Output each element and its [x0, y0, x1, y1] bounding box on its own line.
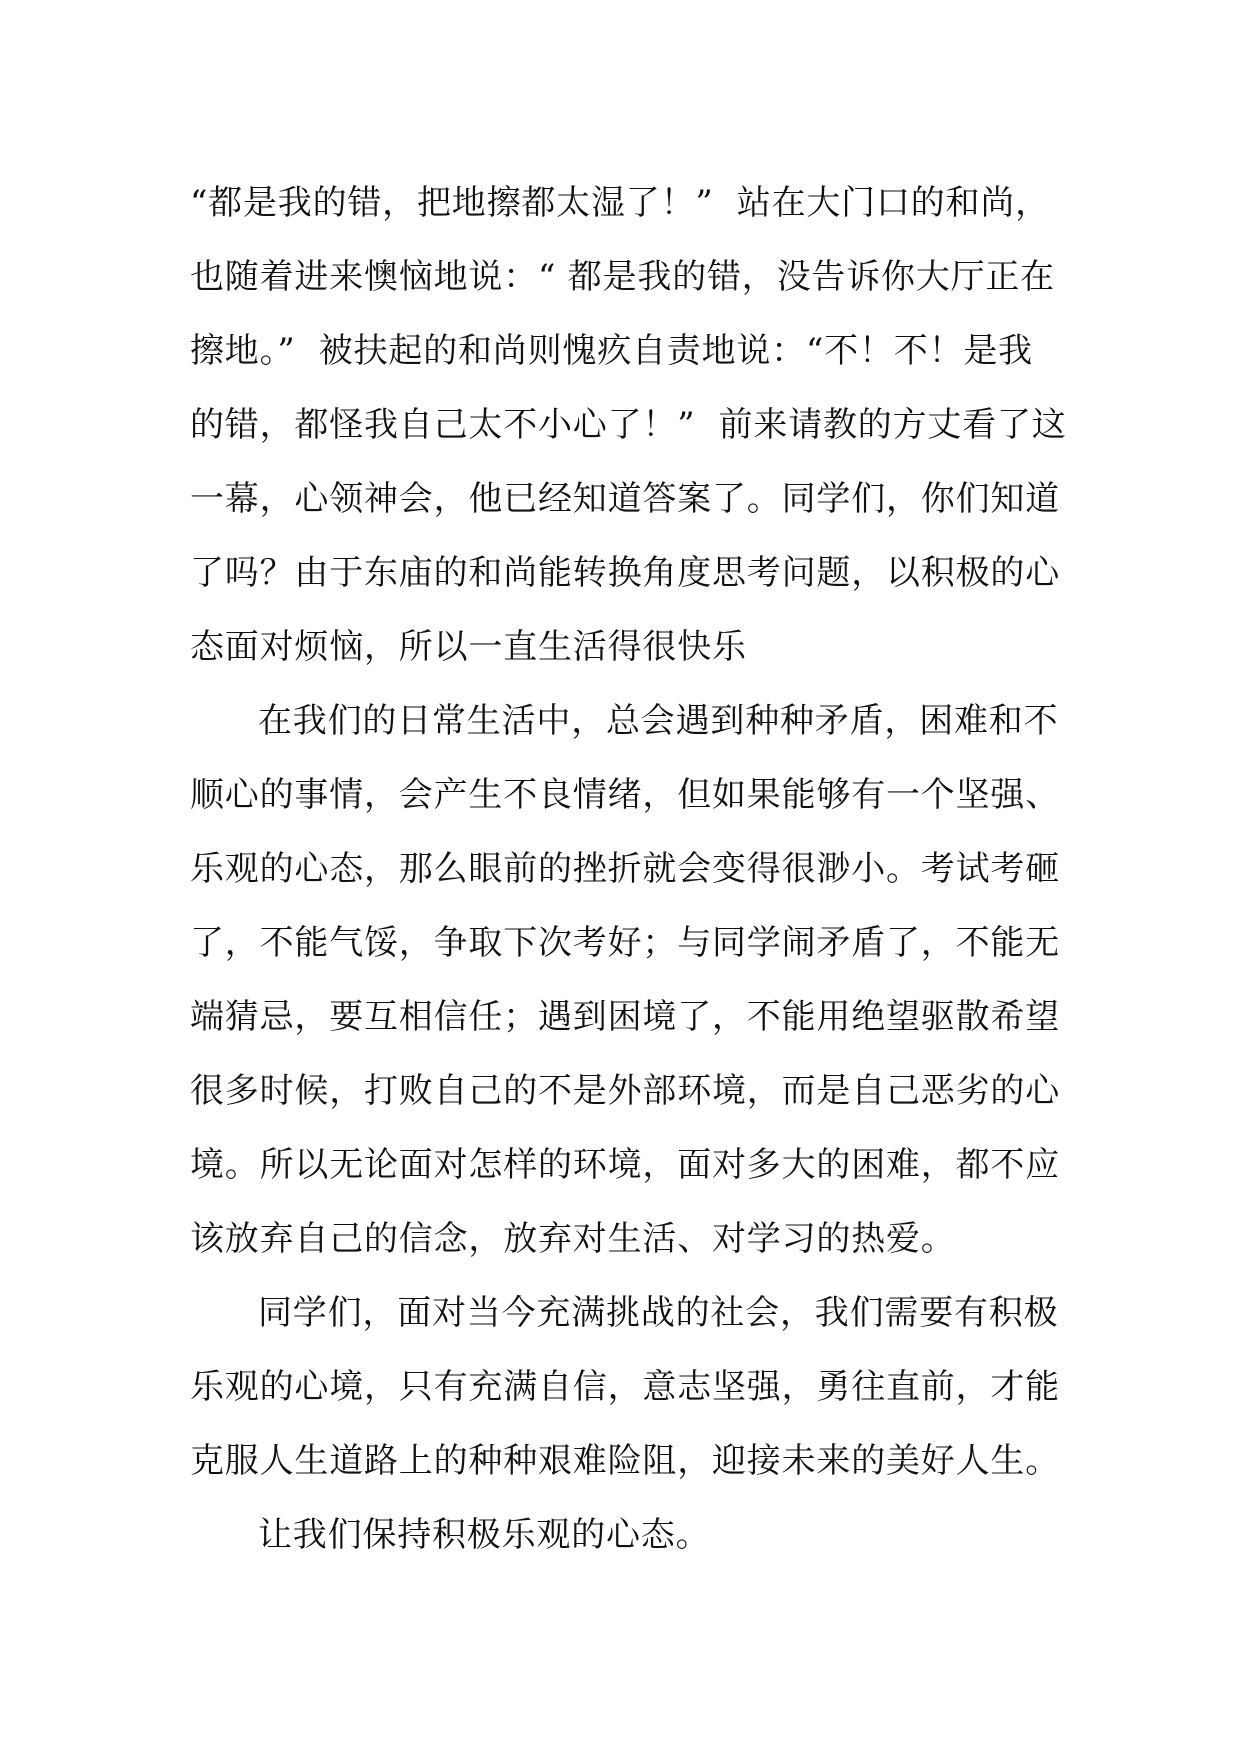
text-line: 了吗？由于东庙的和尚能转换角度思考问题，以积极的心	[190, 553, 1060, 593]
text-line: 乐观的心境，只有充满自信，意志坚强，勇往直前，才能	[190, 1367, 1060, 1407]
text-line: 擦地。” 被扶起的和尚则愧疚自责地说：“不！不！是我	[190, 331, 1033, 371]
text-line-first: 让我们保持积极乐观的心态。	[258, 1515, 711, 1555]
text-line: 的错，都怪我自己太不小心了！” 前来请教的方丈看了这	[190, 405, 1067, 445]
text-line: 克服人生道路上的种种艰难险阻，迎接未来的美好人生。	[190, 1441, 1060, 1481]
text-line: 态面对烦恼，所以一直生活得很快乐	[190, 627, 747, 667]
text-line: 顺心的事情，会产生不良情绪，但如果能够有一个坚强、	[190, 775, 1060, 815]
text-line: 一幕，心领神会，他已经知道答案了。同学们，你们知道	[190, 479, 1060, 519]
paragraph-3	[190, 1276, 1058, 1498]
text-line-first: 在我们的日常生活中，总会遇到种种矛盾，困难和不	[258, 701, 1059, 741]
text-line: 端猜忌，要互相信任；遇到困境了，不能用绝望驱散希望	[190, 997, 1060, 1037]
text-line: 了，不能气馁，争取下次考好；与同学闹矛盾了，不能无	[190, 923, 1060, 963]
text-line: 该放弃自己的信念，放弃对生活、对学习的热爱。	[190, 1219, 956, 1259]
paragraph-4	[190, 1498, 1058, 1572]
document-body	[190, 166, 1067, 1572]
text-line: 也随着进来懊恼地说：“ 都是我的错，没告诉你大厅正在	[190, 257, 1055, 297]
text-line: 乐观的心态，那么眼前的挫折就会变得很渺小。考试考砸	[190, 849, 1060, 889]
text-line: “都是我的错，把地擦都太湿了！” 站在大门口的和尚，	[190, 183, 1050, 223]
text-line: 境。所以无论面对怎样的环境，面对多大的困难，都不应	[190, 1145, 1060, 1185]
paragraph-1	[190, 166, 1067, 684]
text-line-first: 同学们，面对当今充满挑战的社会，我们需要有积极	[258, 1293, 1059, 1333]
paragraph-2	[190, 684, 1058, 1276]
text-line: 很多时候，打败自己的不是外部环境，而是自己恶劣的心	[190, 1071, 1060, 1111]
